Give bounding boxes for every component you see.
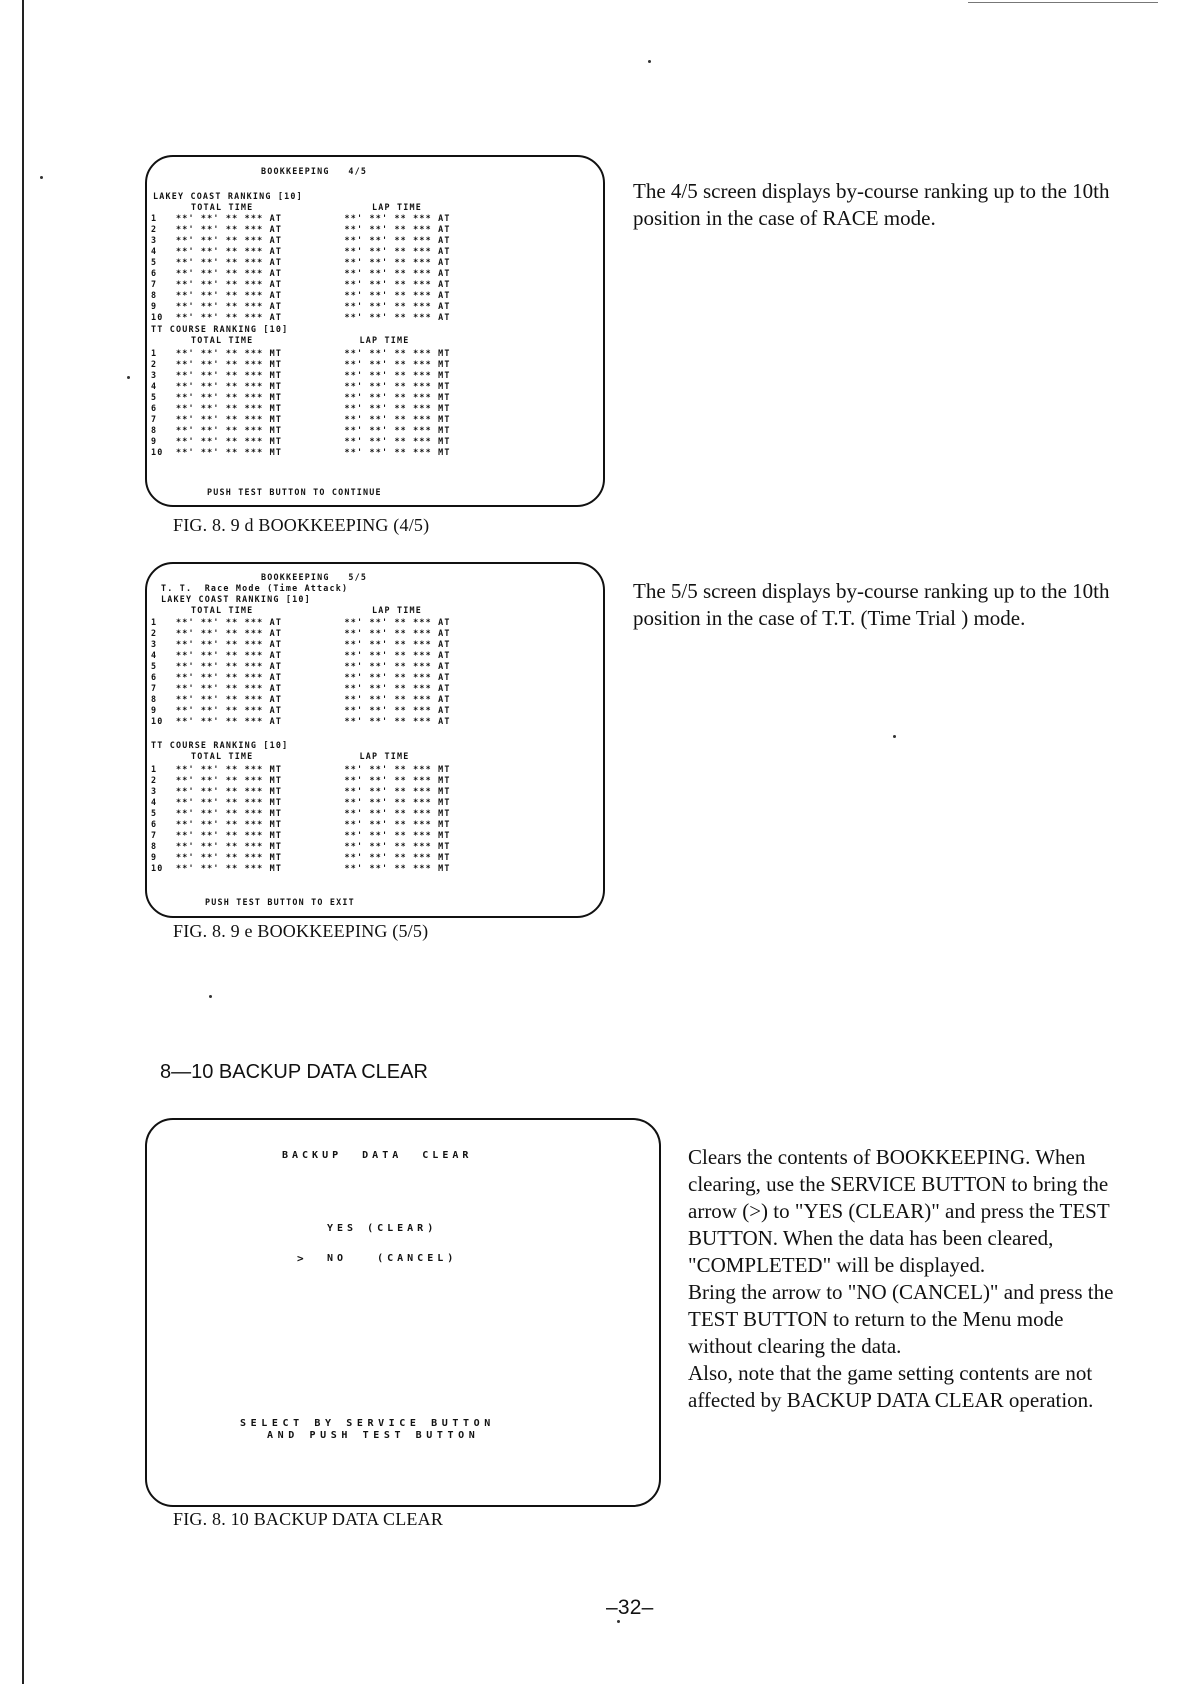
bookkeeping-5-5-screen [145, 562, 605, 918]
section-heading: 8—10 BACKUP DATA CLEAR [160, 1061, 428, 1083]
ranking-row: 6 **' **' ** *** MT **' **' ** *** MT [151, 819, 451, 829]
screen-footer: PUSH TEST BUTTON TO CONTINUE [207, 487, 382, 497]
figure-description: The 5/5 screen displays by-course ranking up to the 10th position in the case of T.T. (Time Trial ) mode. [633, 579, 1110, 630]
tt-column-header: TOTAL TIME LAP TIME [191, 335, 410, 345]
backup-data-clear-screen [145, 1118, 661, 1507]
course-ranking-label: LAKEY COAST RANKING [10] [161, 594, 311, 604]
binding-line [22, 0, 24, 1684]
description-paragraph-1: Clears the contents of BOOKKEEPING. When clearing, use the SERVICE BUTTON to bring the arrow (>) to "YES (CLEAR)" and press the TEST BUTTON. When the data has been cleared, "COMPLETED" will be displayed. [688, 1145, 1110, 1277]
ranking-row: 9 **' **' ** *** MT **' **' ** *** MT [151, 852, 451, 862]
ranking-row: 9 **' **' ** *** AT **' **' ** *** AT [151, 301, 451, 311]
option-no: NO (CANCEL) [327, 1253, 458, 1264]
ranking-row: 2 **' **' ** *** AT **' **' ** *** AT [151, 224, 451, 234]
ranking-row: 8 **' **' ** *** MT **' **' ** *** MT [151, 425, 451, 435]
ranking-row: 9 **' **' ** *** AT **' **' ** *** AT [151, 705, 451, 715]
ranking-row: 3 **' **' ** *** AT **' **' ** *** AT [151, 639, 451, 649]
screen-title: BOOKKEEPING 5/5 [261, 572, 368, 582]
scan-speck [893, 735, 896, 738]
figure-caption: FIG. 8. 9 d BOOKKEEPING (4/5) [173, 515, 430, 535]
column-header: TOTAL TIME LAP TIME [191, 605, 422, 615]
ranking-row: 1 **' **' ** *** AT **' **' ** *** AT [151, 213, 451, 223]
ranking-row: 3 **' **' ** *** AT **' **' ** *** AT [151, 235, 451, 245]
ranking-row: 2 **' **' ** *** AT **' **' ** *** AT [151, 628, 451, 638]
figure-caption: FIG. 8. 9 e BOOKKEEPING (5/5) [173, 921, 429, 941]
ranking-row: 3 **' **' ** *** MT **' **' ** *** MT [151, 370, 451, 380]
instruction-line-2: AND PUSH TEST BUTTON [267, 1430, 480, 1441]
tt-course-ranking-label: TT COURSE RANKING [10] [151, 324, 289, 334]
scan-speck [40, 176, 43, 179]
ranking-row: 1 **' **' ** *** AT **' **' ** *** AT [151, 617, 451, 627]
ranking-row: 7 **' **' ** *** AT **' **' ** *** AT [151, 683, 451, 693]
figure-description: The 4/5 screen displays by-course ranking up to the 10th position in the case of RACE mode. [633, 179, 1110, 230]
page-number: –32– [606, 1596, 654, 1619]
screen-title: BOOKKEEPING 4/5 [261, 166, 368, 176]
ranking-row: 10 **' **' ** *** AT **' **' ** *** AT [151, 716, 451, 726]
ranking-row: 5 **' **' ** *** AT **' **' ** *** AT [151, 257, 451, 267]
ranking-row: 3 **' **' ** *** MT **' **' ** *** MT [151, 786, 451, 796]
ranking-row: 7 **' **' ** *** MT **' **' ** *** MT [151, 414, 451, 424]
ranking-row: 1 **' **' ** *** MT **' **' ** *** MT [151, 764, 451, 774]
ranking-row: 7 **' **' ** *** AT **' **' ** *** AT [151, 279, 451, 289]
ranking-row: 6 **' **' ** *** AT **' **' ** *** AT [151, 672, 451, 682]
ranking-row: 10 **' **' ** *** MT **' **' ** *** MT [151, 447, 451, 457]
ranking-row: 4 **' **' ** *** MT **' **' ** *** MT [151, 797, 451, 807]
figure-caption: FIG. 8. 10 BACKUP DATA CLEAR [173, 1509, 444, 1529]
screen-footer: PUSH TEST BUTTON TO EXIT [205, 897, 355, 907]
instruction-line-1: SELECT BY SERVICE BUTTON [240, 1418, 495, 1429]
scan-speck [209, 995, 212, 998]
selection-arrow: > [297, 1252, 305, 1265]
column-header: TOTAL TIME LAP TIME [191, 202, 422, 212]
ranking-row: 4 **' **' ** *** MT **' **' ** *** MT [151, 381, 451, 391]
ranking-row: 4 **' **' ** *** AT **' **' ** *** AT [151, 650, 451, 660]
course-ranking-label: LAKEY COAST RANKING [10] [153, 191, 303, 201]
ranking-row: 10 **' **' ** *** AT **' **' ** *** AT [151, 312, 451, 322]
ranking-row: 5 **' **' ** *** AT **' **' ** *** AT [151, 661, 451, 671]
description-paragraph-2: Bring the arrow to "NO (CANCEL)" and press the TEST BUTTON to return to the Menu mode without clearing the data. [688, 1280, 1114, 1358]
ranking-row: 7 **' **' ** *** MT **' **' ** *** MT [151, 830, 451, 840]
ranking-row: 2 **' **' ** *** MT **' **' ** *** MT [151, 359, 451, 369]
figure-description [688, 1144, 1118, 1414]
ranking-row: 10 **' **' ** *** MT **' **' ** *** MT [151, 863, 451, 873]
tt-course-ranking-label: TT COURSE RANKING [10] [151, 740, 289, 750]
ranking-row: 8 **' **' ** *** AT **' **' ** *** AT [151, 290, 451, 300]
top-rule [968, 2, 1158, 3]
ranking-row: 5 **' **' ** *** MT **' **' ** *** MT [151, 392, 451, 402]
ranking-row: 5 **' **' ** *** MT **' **' ** *** MT [151, 808, 451, 818]
ranking-row: 6 **' **' ** *** MT **' **' ** *** MT [151, 403, 451, 413]
scan-speck [127, 376, 130, 379]
scan-speck [617, 1620, 620, 1623]
ranking-row: 8 **' **' ** *** MT **' **' ** *** MT [151, 841, 451, 851]
mode-label: T. T. Race Mode (Time Attack) [161, 583, 349, 593]
ranking-row: 1 **' **' ** *** MT **' **' ** *** MT [151, 348, 451, 358]
option-yes: YES (CLEAR) [327, 1223, 438, 1234]
description-paragraph-3: Also, note that the game setting contents are not affected by BACKUP DATA CLEAR operation. [688, 1361, 1094, 1412]
tt-column-header: TOTAL TIME LAP TIME [191, 751, 410, 761]
screen-title: BACKUP DATA CLEAR [282, 1150, 473, 1161]
ranking-row: 2 **' **' ** *** MT **' **' ** *** MT [151, 775, 451, 785]
ranking-row: 8 **' **' ** *** AT **' **' ** *** AT [151, 694, 451, 704]
ranking-row: 6 **' **' ** *** AT **' **' ** *** AT [151, 268, 451, 278]
scan-speck [648, 60, 651, 63]
ranking-row: 9 **' **' ** *** MT **' **' ** *** MT [151, 436, 451, 446]
bookkeeping-4-5-screen [145, 155, 605, 507]
ranking-row: 4 **' **' ** *** AT **' **' ** *** AT [151, 246, 451, 256]
